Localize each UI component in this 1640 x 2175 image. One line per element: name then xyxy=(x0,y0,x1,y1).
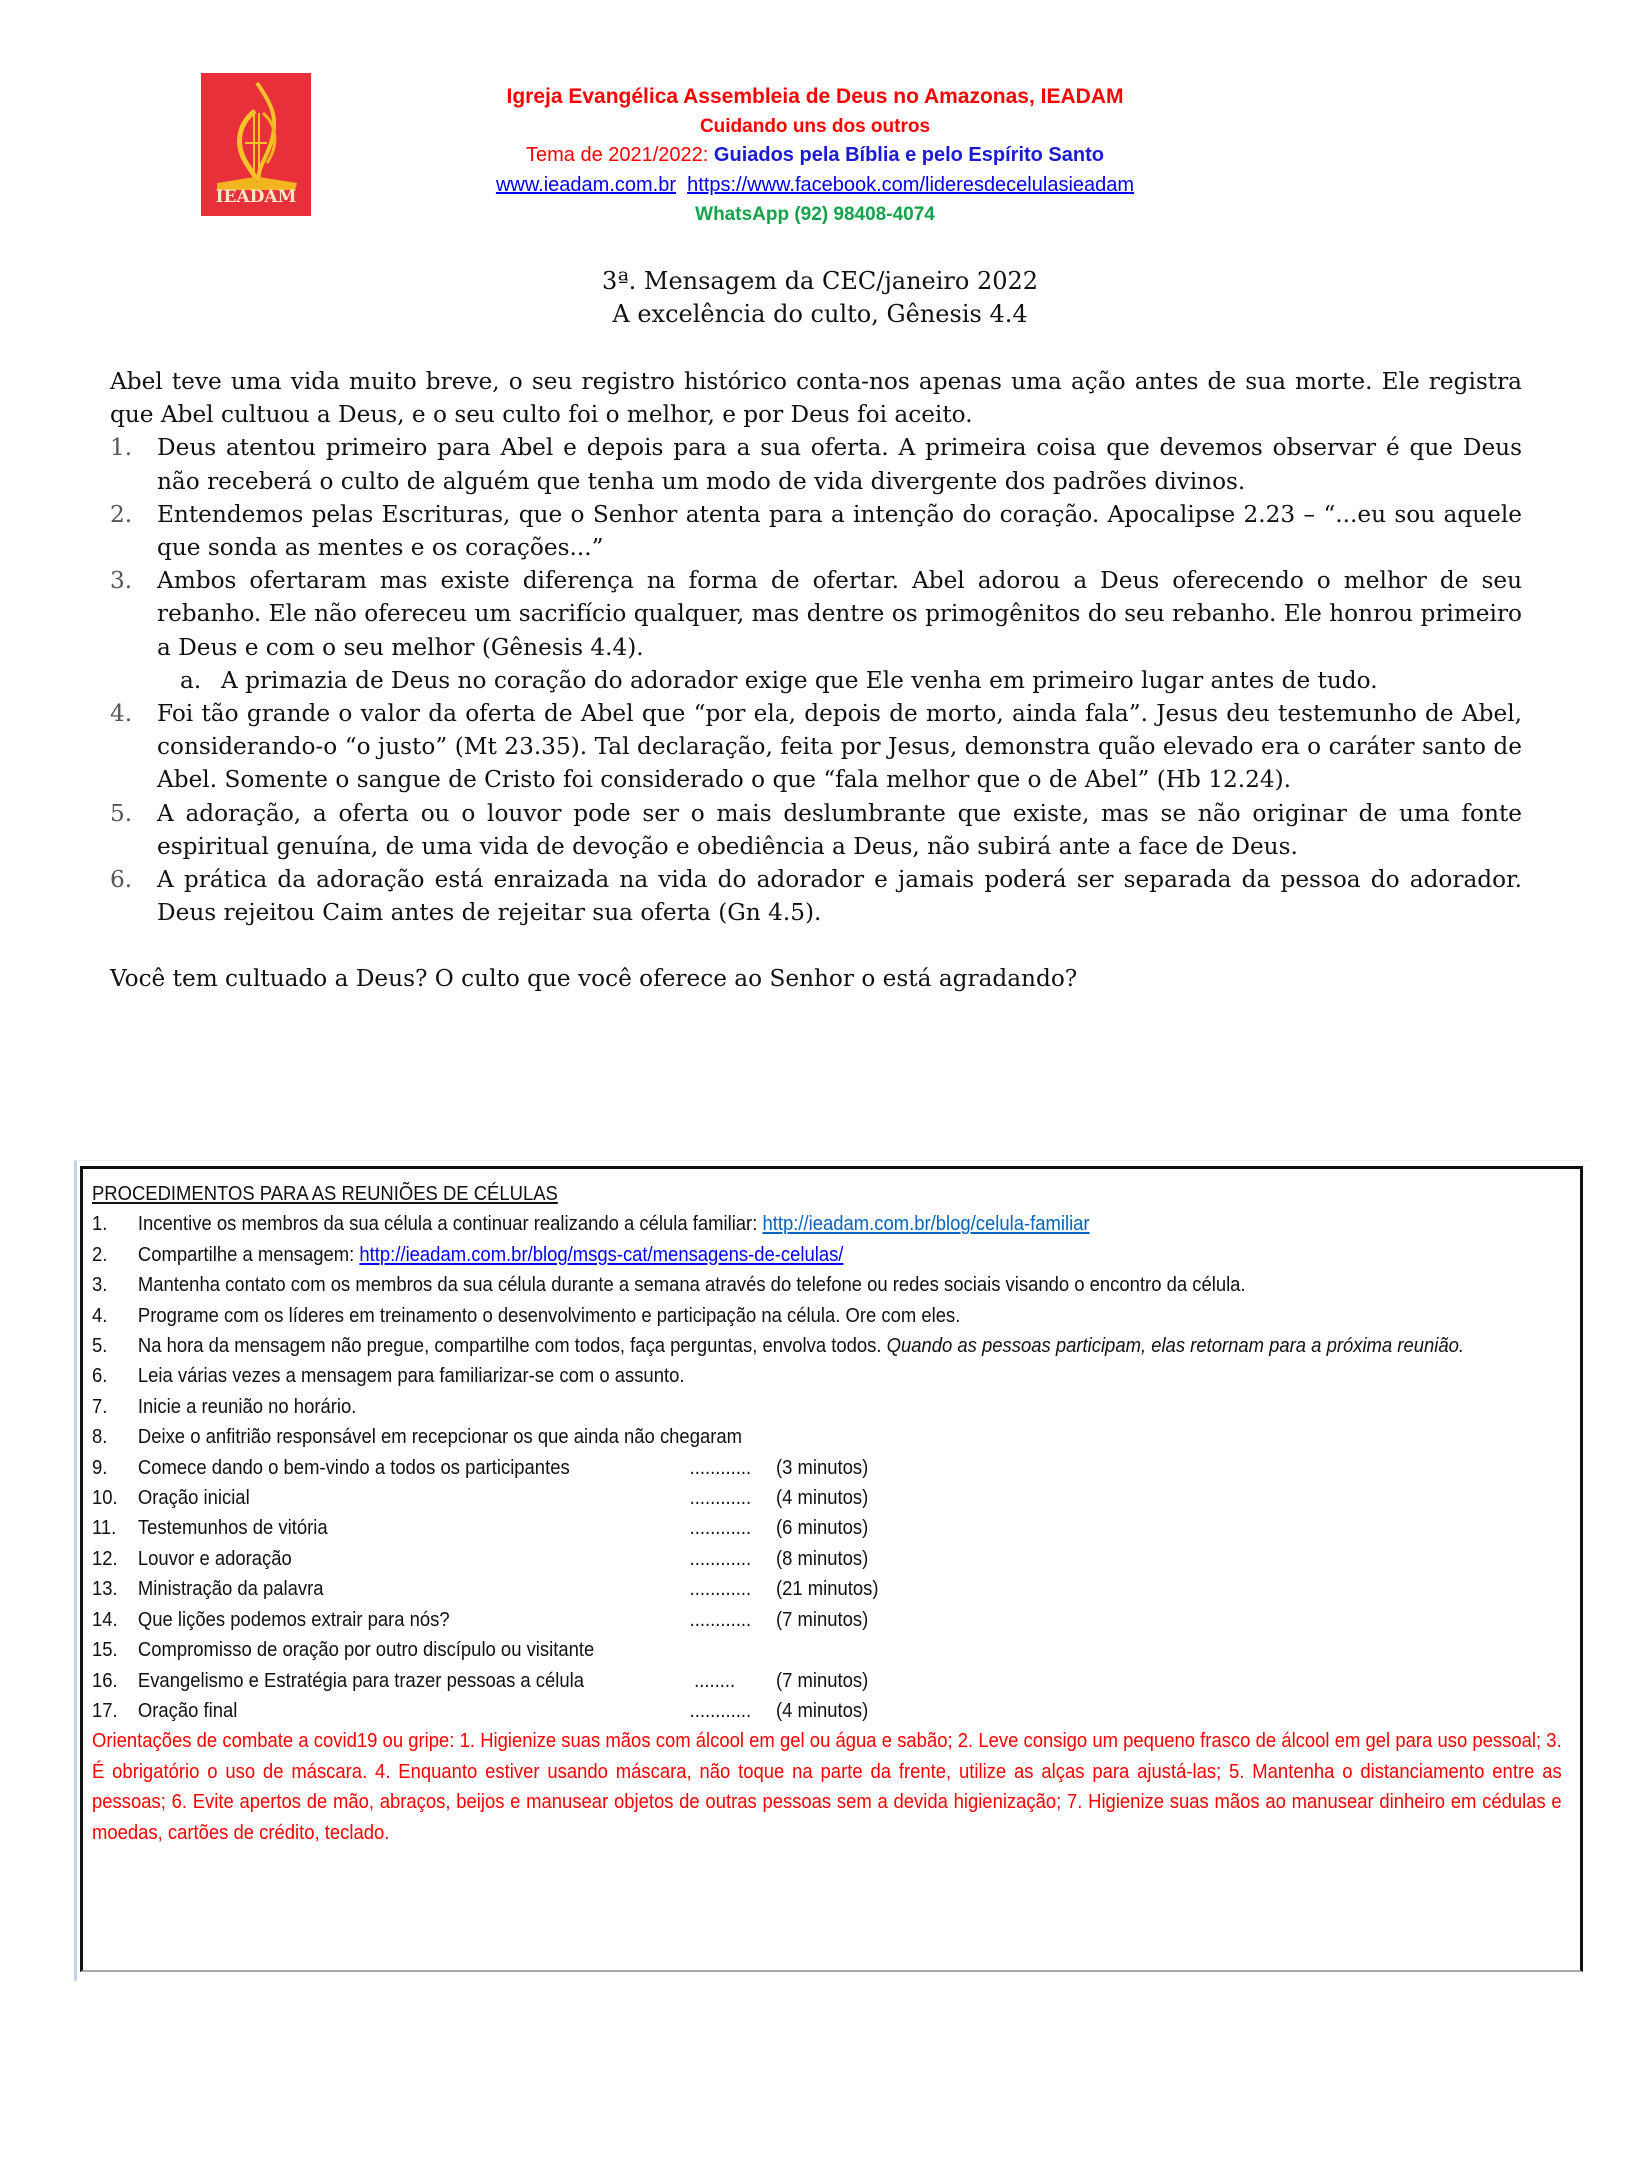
procedure-duration: (21 minutos) xyxy=(776,1577,879,1601)
procedure-duration: (3 minutos) xyxy=(776,1455,869,1479)
motto: Cuidando uns dos outros xyxy=(699,115,931,137)
procedure-text: Louvor e adoração xyxy=(137,1546,292,1570)
title-line-2: A excelência do culto, Gênesis 4.4 xyxy=(612,300,1028,328)
item-number: 3. xyxy=(110,567,133,595)
item-number: 6. xyxy=(110,866,133,894)
timed-procedure-item xyxy=(92,1513,1562,1543)
procedure-text: Ministração da palavra xyxy=(137,1577,324,1601)
procedure-number: 5. xyxy=(92,1334,108,1358)
procedure-number: 1. xyxy=(92,1212,108,1236)
list-item xyxy=(110,863,1522,929)
procedure-number: 13. xyxy=(92,1577,118,1601)
procedure-text: Comece dando o bem-vindo a todos os participantes xyxy=(137,1455,570,1479)
timed-procedure-item xyxy=(92,1605,1562,1635)
procedure-item xyxy=(92,1270,1562,1300)
procedures-box xyxy=(80,1166,1583,1972)
facebook-link[interactable]: https://www.facebook.com/lideresdecelulasieadam xyxy=(687,173,1135,196)
procedure-text: Oração final xyxy=(137,1698,238,1722)
procedure-item xyxy=(92,1361,1562,1391)
links-line xyxy=(330,171,1300,201)
dot-leader: ............ xyxy=(689,1698,752,1722)
points-list xyxy=(110,431,1522,929)
procedure-text: Compartilhe a mensagem: xyxy=(137,1242,360,1266)
message-title xyxy=(0,265,1640,331)
procedure-number: 8. xyxy=(92,1425,108,1449)
procedures-title: PROCEDIMENTOS PARA AS REUNIÕES DE CÉLULAS xyxy=(92,1182,558,1205)
procedure-number: 12. xyxy=(92,1546,118,1570)
procedure-number: 2. xyxy=(92,1242,108,1266)
procedure-number: 10. xyxy=(92,1486,118,1510)
item-number: 2. xyxy=(110,500,133,528)
procedure-item xyxy=(92,1209,1562,1239)
procedure-text: Inicie a reunião no horário. xyxy=(137,1394,357,1418)
procedure-text: Deixe o anfitrião responsável em recepcionar os que ainda não chegaram xyxy=(137,1425,742,1449)
procedures-content xyxy=(92,1179,1562,1848)
timed-procedure-item xyxy=(92,1483,1562,1513)
timed-procedure-item xyxy=(92,1453,1562,1483)
list-item xyxy=(110,564,1522,664)
procedure-number: 4. xyxy=(92,1303,108,1327)
procedure-text: Mantenha contato com os membros da sua célula durante a semana através do telefone ou redes sociais visando o encontro da célula. xyxy=(137,1273,1246,1297)
procedure-text: Programe com os líderes em treinamento o desenvolvimento e participação na célula. Ore com eles. xyxy=(137,1303,961,1327)
procedure-text: Na hora da mensagem não pregue, compartilhe com todos, faça perguntas, envolva todos. xyxy=(137,1334,887,1358)
theme-line xyxy=(330,141,1300,171)
procedure-text: Incentive os membros da sua célula a continuar realizando a célula familiar: xyxy=(137,1212,763,1236)
whatsapp-contact: WhatsApp (92) 98408-4074 xyxy=(695,204,935,225)
list-item xyxy=(110,697,1522,797)
procedure-number: 14. xyxy=(92,1607,118,1631)
procedure-italic-note: Quando as pessoas participam, elas retornam para a próxima reunião. xyxy=(886,1334,1464,1358)
timed-procedure-item xyxy=(92,1696,1562,1726)
procedure-text: Que lições podemos extrair para nós? xyxy=(137,1607,450,1631)
item-text: Ambos ofertaram mas existe diferença na forma de ofertar. Abel adorou a Deus oferecendo o melhor de seu rebanho. Ele não ofereceu um sacrifício qualquer, mas dentre os primogênitos do seu rebanho. Ele honrou primeiro a Deus e com o seu melhor (Gênesis 4.4). xyxy=(157,567,1522,661)
procedure-text: Evangelismo e Estratégia para trazer pessoas a célula xyxy=(137,1668,585,1692)
procedure-duration: (8 minutos) xyxy=(776,1546,869,1570)
item-number: 1. xyxy=(110,434,133,462)
list-item xyxy=(110,498,1522,564)
sub-item-letter: a. xyxy=(180,666,202,694)
covid-notice: Orientações de combate a covid19 ou gripe: 1. Higienize suas mãos com álcool em gel ou água e sabão; 2. Leve consigo um pequeno frasco de álcool em gel para uso pessoal; 3. É obrigatório o uso de máscara. 4. Enquanto estiver usando máscara, não toque na parte da frente, utilize as alças para ajustá-las; 5. Mantenha o distanciamento entre as pessoas; 6. Evite apertos de mão, abraços, beijos e manusear objetos de outras pessoas sem a devida higienização; 7. Higienize suas mãos ao manusear dinheiro em cédulas e moedas, cartões de crédito, teclado. xyxy=(92,1729,1562,1844)
procedure-text: Oração inicial xyxy=(137,1486,250,1510)
item-number: 5. xyxy=(110,799,133,827)
dot-leader: ............ xyxy=(689,1607,752,1631)
procedure-number: 16. xyxy=(92,1668,118,1692)
procedure-text: Compromisso de oração por outro discípulo ou visitante xyxy=(137,1638,595,1662)
dot-leader: ............ xyxy=(689,1577,752,1601)
item-text: Deus atentou primeiro para Abel e depois para a sua oferta. A primeira coisa que devemos observar é que Deus não receberá o culto de alguém que tenha um modo de vida divergente dos padrões divinos. xyxy=(157,434,1522,495)
procedure-duration: (7 minutos) xyxy=(776,1607,869,1631)
dot-leader: ............ xyxy=(689,1455,752,1479)
list-item xyxy=(110,431,1522,497)
procedure-item xyxy=(92,1301,1562,1331)
procedure-item xyxy=(92,1331,1562,1361)
letterhead xyxy=(330,82,1300,230)
theme: Guiados pela Bíblia e pelo Espírito Santo xyxy=(713,144,1104,166)
logo-text: IEADAM xyxy=(215,187,297,207)
procedure-duration: (4 minutos) xyxy=(776,1698,869,1722)
timed-procedure-item xyxy=(92,1666,1562,1696)
dot-leader: ............ xyxy=(689,1516,752,1540)
procedure-number: 11. xyxy=(92,1516,117,1540)
sub-list-item xyxy=(110,664,1522,697)
timed-procedure-item xyxy=(92,1574,1562,1604)
dot-leader: ........ xyxy=(694,1668,736,1692)
celula-familiar-link[interactable]: http://ieadam.com.br/blog/celula-familiar xyxy=(762,1212,1090,1236)
procedure-number: 17. xyxy=(92,1698,118,1722)
procedure-duration: (4 minutos) xyxy=(776,1486,869,1510)
procedure-text: Leia várias vezes a mensagem para familiarizar-se com o assunto. xyxy=(137,1364,685,1388)
dot-leader: ............ xyxy=(689,1546,752,1570)
ieadam-logo xyxy=(201,73,311,216)
procedure-item xyxy=(92,1240,1562,1270)
list-item xyxy=(110,797,1522,863)
sub-item-text: A primazia de Deus no coração do adorador exige que Ele venha em primeiro lugar antes de tudo. xyxy=(221,666,1378,694)
procedure-duration: (6 minutos) xyxy=(776,1516,869,1540)
procedure-number: 6. xyxy=(92,1364,108,1388)
timed-procedure-item xyxy=(92,1544,1562,1574)
item-number: 4. xyxy=(110,700,133,728)
website-link[interactable]: www.ieadam.com.br xyxy=(495,173,677,196)
dot-leader: ............ xyxy=(689,1486,752,1510)
theme-prefix: Tema de 2021/2022: xyxy=(525,144,709,166)
title-line-1: 3ª. Mensagem da CEC/janeiro 2022 xyxy=(601,267,1039,295)
item-text: A prática da adoração está enraizada na vida do adorador e jamais poderá ser separada da pessoa do adorador. Deus rejeitou Caim antes de rejeitar sua oferta (Gn 4.5). xyxy=(157,866,1522,927)
item-text: A adoração, a oferta ou o louvor pode ser o mais deslumbrante que existe, mas se não originar de uma fonte espiritual genuína, de uma vida de devoção e obediência a Deus, não subirá ante a face de Deus. xyxy=(157,799,1522,860)
procedure-item xyxy=(92,1392,1562,1422)
procedure-number: 9. xyxy=(92,1455,108,1479)
procedure-number: 7. xyxy=(92,1394,108,1418)
procedure-item xyxy=(92,1422,1562,1452)
mensagens-link[interactable]: http://ieadam.com.br/blog/msgs-cat/mensagens-de-celulas/ xyxy=(359,1242,844,1266)
org-name: Igreja Evangélica Assembleia de Deus no Amazonas, IEADAM xyxy=(506,85,1124,108)
procedure-number: 15. xyxy=(92,1638,118,1662)
message-body xyxy=(110,365,1522,996)
procedure-text: Testemunhos de vitória xyxy=(137,1516,328,1540)
procedure-number: 3. xyxy=(92,1273,108,1297)
closing-question: Você tem cultuado a Deus? O culto que você oferece ao Senhor o está agradando? xyxy=(110,965,1078,993)
item-text: Entendemos pelas Escrituras, que o Senhor atenta para a intenção do coração. Apocalipse 2.23 – “...eu sou aquele que sonda as mentes e os corações...” xyxy=(157,500,1522,562)
item-text: Foi tão grande o valor da oferta de Abel que “por ela, depois de morto, ainda fala”. Jesus deu testemunho de Abel, considerando-o “o justo” (Mt 23.35). Tal declaração, feita por Jesus, demonstra quão elevado era o caráter santo de Abel. Somente o sangue de Cristo foi considerado o que “fala melhor que o de Abel” (Hb 12.24). xyxy=(157,700,1522,794)
procedure-item xyxy=(92,1635,1562,1665)
intro-paragraph: Abel teve uma vida muito breve, o seu registro histórico conta-nos apenas uma ação antes de sua morte. Ele registra que Abel cultuou a Deus, e o seu culto foi o melhor, e por Deus foi aceito. xyxy=(110,368,1522,429)
procedure-duration: (7 minutos) xyxy=(776,1668,869,1692)
